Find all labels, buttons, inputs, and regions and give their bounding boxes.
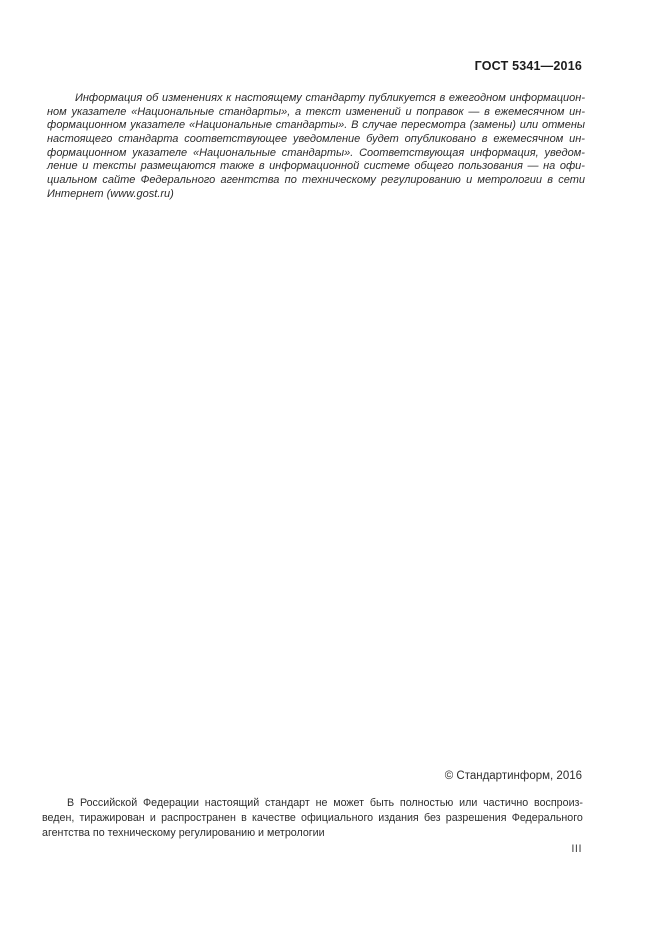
restriction-line: В Российской Федерации настоящий стандарт не может быть полностью или частично воспроиз-	[67, 797, 583, 809]
notice-line: формационном указателе «Национальные стандарты». Соответствующая информация, уведом-	[47, 146, 585, 159]
reproduction-restriction	[42, 796, 583, 840]
notice-line: циальном сайте Федерального агентства по техническому регулированию и метрологии в сети	[47, 173, 585, 186]
page-number: III	[571, 843, 582, 855]
restriction-line: агентства по техническому регулированию и метрологии	[42, 826, 325, 839]
notice-line: настоящего стандарта соответствующее уведомление будет опубликовано в ежемесячном ин-	[47, 132, 585, 145]
copyright-notice: © Стандартинформ, 2016	[444, 770, 582, 782]
notice-line: ном указателе «Национальные стандарты», а текст изменений и поправок — в ежемесячном ин-	[47, 105, 585, 118]
document-code-header: ГОСТ 5341—2016	[474, 59, 582, 73]
notice-line: Информация об изменениях к настоящему стандарту публикуется в ежегодном информацион-	[75, 92, 585, 104]
notice-line: ление и тексты размещаются также в информационной системе общего пользования — на офи-	[47, 160, 585, 173]
amendments-notice	[47, 92, 585, 201]
notice-line: формационном указателе «Национальные стандарты». В случае пересмотра (замены) или отмены	[47, 119, 585, 132]
restriction-line: веден, тиражирован и распространен в качестве официального издания без разрешения Федерального	[42, 811, 583, 824]
notice-line: Интернет (www.gost.ru)	[47, 187, 174, 200]
